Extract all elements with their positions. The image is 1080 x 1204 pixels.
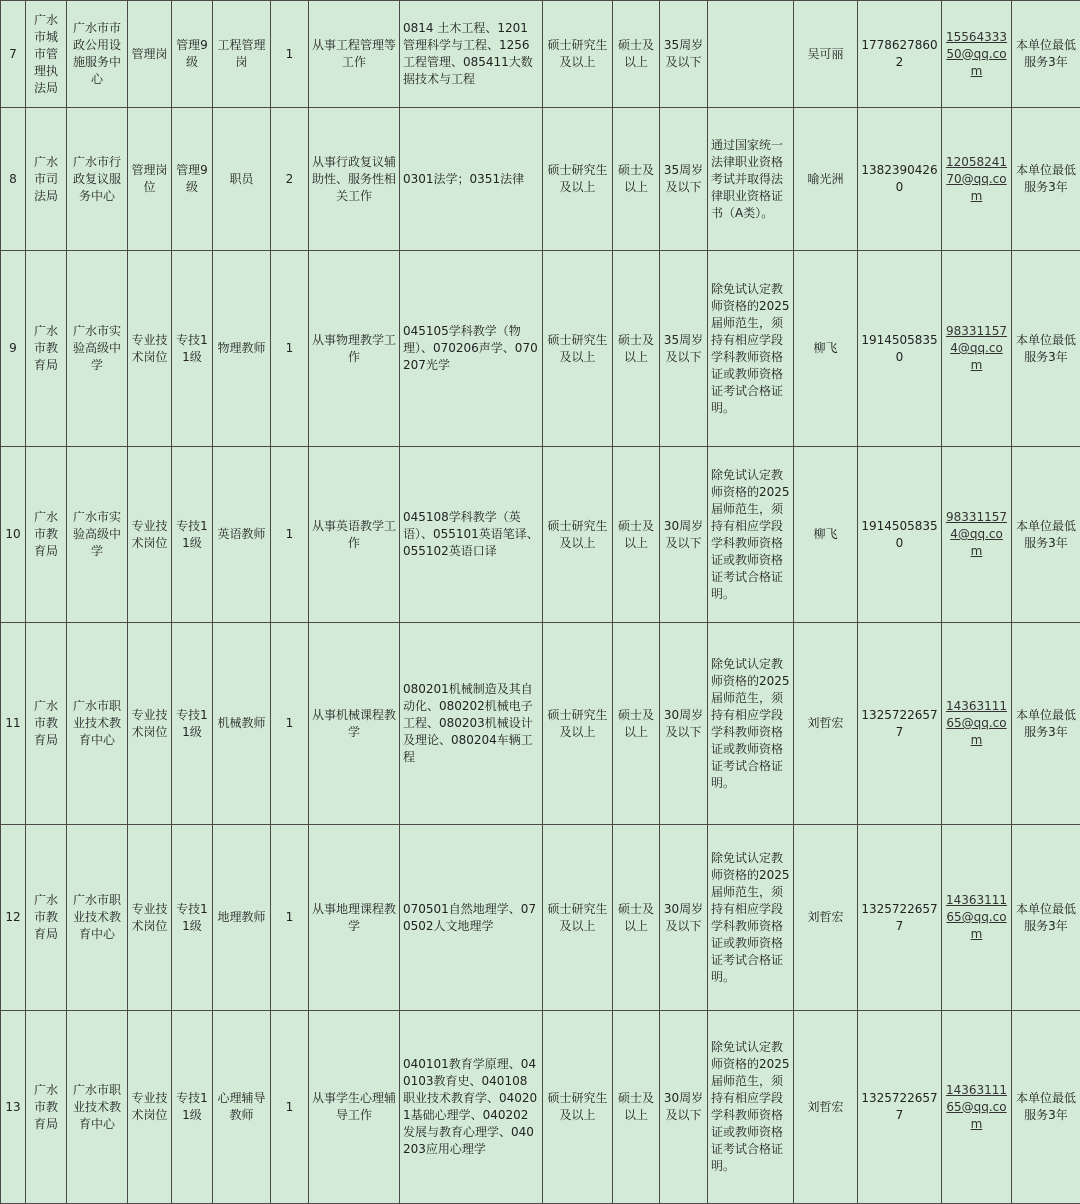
degree-cell: 硕士及以上 — [613, 1011, 660, 1204]
contact-person-cell: 柳飞 — [794, 251, 858, 447]
degree-cell: 硕士及以上 — [613, 108, 660, 251]
service-term-cell: 本单位最低服务3年 — [1012, 1, 1080, 108]
education-cell: 硕士研究生及以上 — [543, 1, 613, 108]
duty-cell: 从事学生心理辅导工作 — [309, 1011, 400, 1204]
service-term-cell: 本单位最低服务3年 — [1012, 623, 1080, 825]
post-level-cell: 专技11级 — [172, 251, 213, 447]
other-requirements-cell: 除免试认定教师资格的2025届师范生，须持有相应学段学科教师资格证或教师资格证考试合格证明。 — [708, 825, 794, 1011]
post-type-cell: 专业技术岗位 — [128, 447, 172, 623]
other-requirements-cell: 除免试认定教师资格的2025届师范生，须持有相应学段学科教师资格证或教师资格证考试合格证明。 — [708, 447, 794, 623]
headcount-cell: 1 — [271, 1, 309, 108]
email-cell — [942, 251, 1012, 447]
degree-cell: 硕士及以上 — [613, 623, 660, 825]
education-cell: 硕士研究生及以上 — [543, 1011, 613, 1204]
phone-cell: 13257226577 — [858, 825, 942, 1011]
email-cell — [942, 1011, 1012, 1204]
headcount-cell: 1 — [271, 251, 309, 447]
major-cell: 0301法学；0351法律 — [400, 108, 543, 251]
post-name-cell: 英语教师 — [213, 447, 271, 623]
unit-cell: 广水市行政复议服务中心 — [67, 108, 128, 251]
phone-cell: 13257226577 — [858, 1011, 942, 1204]
headcount-cell: 2 — [271, 108, 309, 251]
major-cell: 045105学科教学（物理）、070206声学、070207光学 — [400, 251, 543, 447]
email-link[interactable]: 983311574@qq.com — [946, 324, 1007, 372]
education-cell: 硕士研究生及以上 — [543, 447, 613, 623]
contact-person-cell: 喻光洲 — [794, 108, 858, 251]
education-cell: 硕士研究生及以上 — [543, 108, 613, 251]
degree-cell: 硕士及以上 — [613, 1, 660, 108]
post-type-cell: 管理岗 — [128, 1, 172, 108]
duty-cell: 从事工程管理等工作 — [309, 1, 400, 108]
age-cell: 35周岁及以下 — [660, 1, 708, 108]
row-number: 11 — [1, 623, 26, 825]
degree-cell: 硕士及以上 — [613, 447, 660, 623]
service-term-cell: 本单位最低服务3年 — [1012, 1011, 1080, 1204]
age-cell: 30周岁及以下 — [660, 825, 708, 1011]
service-term-cell: 本单位最低服务3年 — [1012, 108, 1080, 251]
email-link[interactable]: 1556433350@qq.com — [946, 30, 1007, 78]
table-row — [1, 825, 1080, 1011]
row-number: 10 — [1, 447, 26, 623]
duty-cell: 从事英语教学工作 — [309, 447, 400, 623]
post-name-cell: 心理辅导教师 — [213, 1011, 271, 1204]
department-cell: 广水市教育局 — [26, 825, 67, 1011]
department-cell: 广水市司法局 — [26, 108, 67, 251]
department-cell: 广水市城市管理执法局 — [26, 1, 67, 108]
department-cell: 广水市教育局 — [26, 623, 67, 825]
row-number: 9 — [1, 251, 26, 447]
age-cell: 35周岁及以下 — [660, 251, 708, 447]
education-cell: 硕士研究生及以上 — [543, 623, 613, 825]
major-cell: 0814 土木工程、1201管理科学与工程、1256工程管理、085411大数据技术与工程 — [400, 1, 543, 108]
phone-cell: 19145058350 — [858, 251, 942, 447]
education-cell: 硕士研究生及以上 — [543, 825, 613, 1011]
post-type-cell: 专业技术岗位 — [128, 623, 172, 825]
headcount-cell: 1 — [271, 447, 309, 623]
age-cell: 30周岁及以下 — [660, 1011, 708, 1204]
post-type-cell: 专业技术岗位 — [128, 825, 172, 1011]
service-term-cell: 本单位最低服务3年 — [1012, 251, 1080, 447]
duty-cell: 从事机械课程教学 — [309, 623, 400, 825]
department-cell: 广水市教育局 — [26, 447, 67, 623]
headcount-cell: 1 — [271, 623, 309, 825]
table-row — [1, 251, 1080, 447]
post-name-cell: 职员 — [213, 108, 271, 251]
email-link[interactable]: 983311574@qq.com — [946, 510, 1007, 558]
unit-cell: 广水市实验高级中学 — [67, 447, 128, 623]
phone-cell: 17786278602 — [858, 1, 942, 108]
table-row — [1, 108, 1080, 251]
post-type-cell: 专业技术岗位 — [128, 1011, 172, 1204]
major-cell: 045108学科教学（英语）、055101英语笔译、055102英语口译 — [400, 447, 543, 623]
contact-person-cell: 吴可丽 — [794, 1, 858, 108]
contact-person-cell: 刘哲宏 — [794, 825, 858, 1011]
email-link[interactable]: 1436311165@qq.com — [946, 699, 1007, 747]
post-level-cell: 专技11级 — [172, 447, 213, 623]
degree-cell: 硕士及以上 — [613, 825, 660, 1011]
phone-cell: 19145058350 — [858, 447, 942, 623]
email-link[interactable]: 1436311165@qq.com — [946, 893, 1007, 941]
other-requirements-cell: 除免试认定教师资格的2025届师范生，须持有相应学段学科教师资格证或教师资格证考试合格证明。 — [708, 623, 794, 825]
post-level-cell: 专技11级 — [172, 825, 213, 1011]
degree-cell: 硕士及以上 — [613, 251, 660, 447]
major-cell: 070501自然地理学、070502人文地理学 — [400, 825, 543, 1011]
headcount-cell: 1 — [271, 1011, 309, 1204]
post-level-cell: 管理9级 — [172, 1, 213, 108]
post-name-cell: 地理教师 — [213, 825, 271, 1011]
major-cell: 040101教育学原理、040103教育史、040108职业技术教育学、040201基础心理学、040202发展与教育心理学、040203应用心理学 — [400, 1011, 543, 1204]
row-number: 7 — [1, 1, 26, 108]
department-cell: 广水市教育局 — [26, 1011, 67, 1204]
unit-cell: 广水市职业技术教育中心 — [67, 825, 128, 1011]
other-requirements-cell: 通过国家统一法律职业资格考试并取得法律职业资格证书（A类）。 — [708, 108, 794, 251]
email-link[interactable]: 1205824170@qq.com — [946, 155, 1007, 203]
post-level-cell: 专技11级 — [172, 623, 213, 825]
other-requirements-cell: 除免试认定教师资格的2025届师范生，须持有相应学段学科教师资格证或教师资格证考试合格证明。 — [708, 1011, 794, 1204]
email-cell — [942, 623, 1012, 825]
duty-cell: 从事行政复议辅助性、服务性相关工作 — [309, 108, 400, 251]
email-cell — [942, 447, 1012, 623]
service-term-cell: 本单位最低服务3年 — [1012, 825, 1080, 1011]
post-name-cell: 工程管理岗 — [213, 1, 271, 108]
contact-person-cell: 刘哲宏 — [794, 623, 858, 825]
age-cell: 35周岁及以下 — [660, 108, 708, 251]
unit-cell: 广水市职业技术教育中心 — [67, 1011, 128, 1204]
other-requirements-cell: 除免试认定教师资格的2025届师范生，须持有相应学段学科教师资格证或教师资格证考试合格证明。 — [708, 251, 794, 447]
email-link[interactable]: 1436311165@qq.com — [946, 1083, 1007, 1131]
email-cell — [942, 108, 1012, 251]
post-level-cell: 管理9级 — [172, 108, 213, 251]
other-requirements-cell — [708, 1, 794, 108]
contact-person-cell: 柳飞 — [794, 447, 858, 623]
post-type-cell: 管理岗位 — [128, 108, 172, 251]
post-level-cell: 专技11级 — [172, 1011, 213, 1204]
phone-cell: 13823904260 — [858, 108, 942, 251]
post-name-cell: 机械教师 — [213, 623, 271, 825]
major-cell: 080201机械制造及其自动化、080202机械电子工程、080203机械设计及理论、080204车辆工程 — [400, 623, 543, 825]
row-number: 8 — [1, 108, 26, 251]
phone-cell: 13257226577 — [858, 623, 942, 825]
post-name-cell: 物理教师 — [213, 251, 271, 447]
service-term-cell: 本单位最低服务3年 — [1012, 447, 1080, 623]
table-row — [1, 447, 1080, 623]
unit-cell: 广水市实验高级中学 — [67, 251, 128, 447]
education-cell: 硕士研究生及以上 — [543, 251, 613, 447]
post-type-cell: 专业技术岗位 — [128, 251, 172, 447]
table-row — [1, 1, 1080, 108]
table-row — [1, 1011, 1080, 1204]
age-cell: 30周岁及以下 — [660, 447, 708, 623]
duty-cell: 从事地理课程教学 — [309, 825, 400, 1011]
row-number: 12 — [1, 825, 26, 1011]
table-row — [1, 623, 1080, 825]
department-cell: 广水市教育局 — [26, 251, 67, 447]
duty-cell: 从事物理教学工作 — [309, 251, 400, 447]
contact-person-cell: 刘哲宏 — [794, 1011, 858, 1204]
unit-cell: 广水市市政公用设施服务中心 — [67, 1, 128, 108]
email-cell — [942, 1, 1012, 108]
age-cell: 30周岁及以下 — [660, 623, 708, 825]
email-cell — [942, 825, 1012, 1011]
unit-cell: 广水市职业技术教育中心 — [67, 623, 128, 825]
headcount-cell: 1 — [271, 825, 309, 1011]
row-number: 13 — [1, 1011, 26, 1204]
